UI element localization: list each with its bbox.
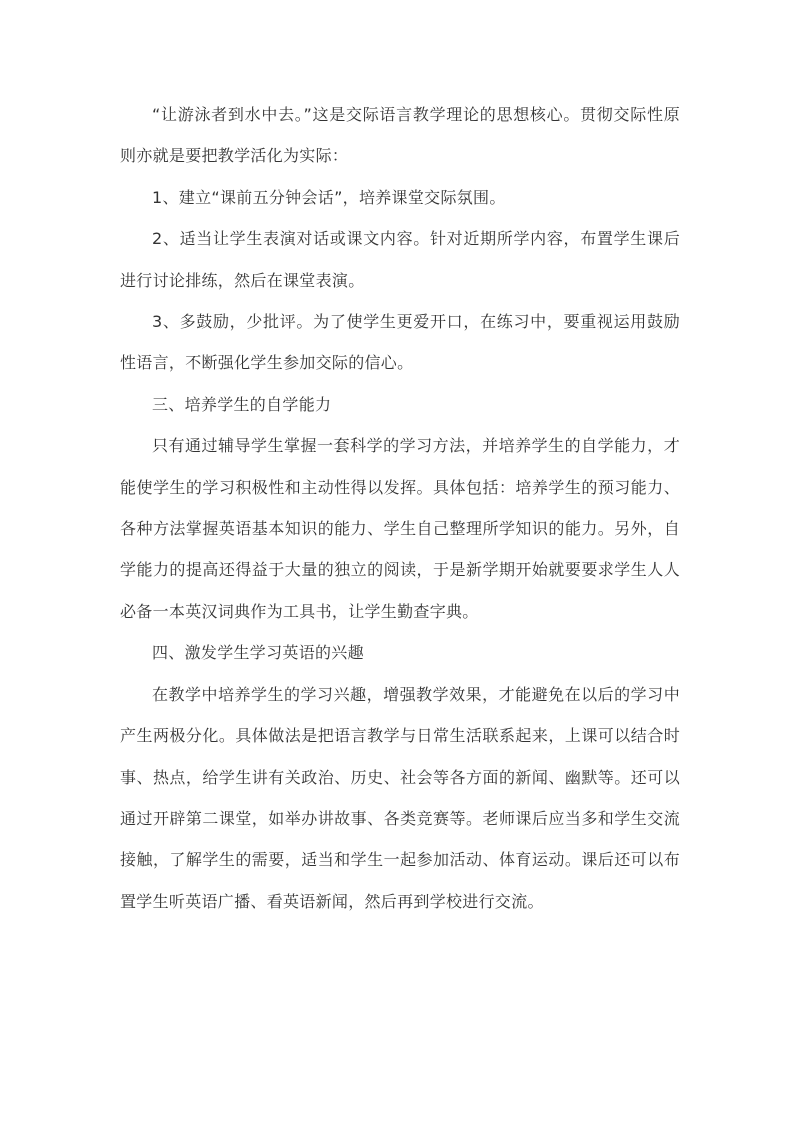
section-heading-interest: 四、激发学生学习英语的兴趣 — [152, 643, 364, 663]
paragraph-interest: 在教学中培养学生的学习兴趣，增强教学效果，才能避免在以后的学习中产生两极分化。具体做法是把语言教学与日常生活联系起来，上课可以结合时事、热点，给学生讲有关政治、历史、社会等各方面的新闻、幽默等。还可以通过开辟第二课堂，如举办讲故事、各类竞赛等。老师课后应当多和学生交流接触，了解学生的需要，适当和学生一起参加活动、体育运动。课后还可以布置学生听英语广播、看英语新闻，然后再到学校进行交流。 — [120, 684, 680, 911]
paragraph-item-1: 1、建立“课前五分钟会话”，培养课堂交际氛围。 — [152, 187, 506, 207]
section-heading-self-study: 三、培养学生的自学能力 — [152, 394, 332, 414]
paragraph-communicative-principle: “让游泳者到水中去。”这是交际语言教学理论的思想核心。贯彻交际性原则亦就是要把教学活化为实际： — [120, 105, 680, 166]
paragraph-item-3: 3、多鼓励，少批评。为了使学生更爱开口，在练习中，要重视运用鼓励性语言，不断强化学生参加交际的信心。 — [120, 312, 680, 373]
document-body — [120, 94, 680, 922]
paragraph-self-study: 只有通过辅导学生掌握一套科学的学习方法，并培养学生的自学能力，才能使学生的学习积极性和主动性得以发挥。具体包括：培养学生的预习能力、各种方法掌握英语基本知识的能力、学生自己整理所学知识的能力。另外，自学能力的提高还得益于大量的独立的阅读，于是新学期开始就要要求学生人人必备一本英汉词典作为工具书，让学生勤查字典。 — [120, 436, 680, 621]
paragraph-item-2: 2、适当让学生表演对话或课文内容。针对近期所学内容，布置学生课后进行讨论排练，然后在课堂表演。 — [120, 229, 680, 290]
